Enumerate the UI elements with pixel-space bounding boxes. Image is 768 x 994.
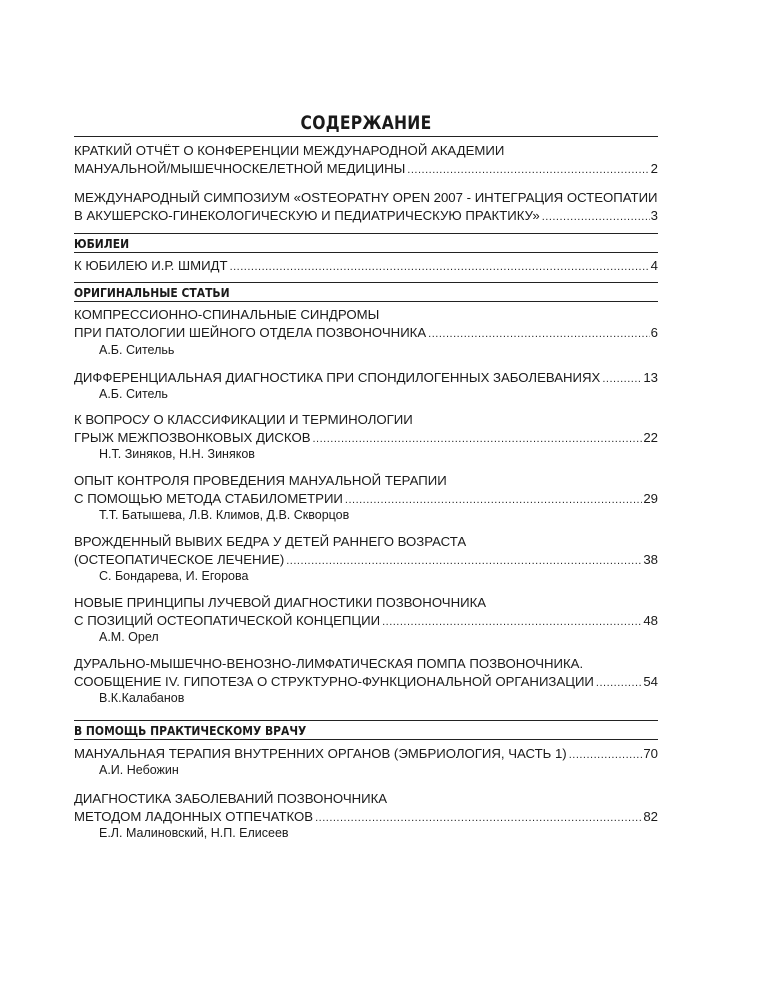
author-line: Е.Л. Малиновский, Н.П. Елисеев [99, 826, 289, 840]
toc-entry-line[interactable]: НОВЫЕ ПРИНЦИПЫ ЛУЧЕВОЙ ДИАГНОСТИКИ ПОЗВОНОЧНИКА [74, 595, 658, 611]
author-line: Н.Т. Зиняков, Н.Н. Зиняков [99, 447, 255, 461]
toc-entry-line[interactable]: МЕЖДУНАРОДНЫЙ СИМПОЗИУМ «OSTEOPATHY OPEN 2007 - ИНТЕГРАЦИЯ ОСТЕОПАТИИ [74, 190, 658, 206]
dot-leader [596, 675, 642, 690]
toc-entry-line[interactable]: С ПОМОЩЬЮ МЕТОДА СТАБИЛОМЕТРИИ ..... 29 [74, 491, 658, 507]
toc-entry-line[interactable]: КОМПРЕССИОННО-СПИНАЛЬНЫЕ СИНДРОМЫ [74, 307, 658, 323]
toc-entry-line[interactable]: ВРОЖДЕННЫЙ ВЫВИХ БЕДРА У ДЕТЕЙ РАННЕГО ВОЗРАСТА [74, 534, 658, 550]
toc-entry-line[interactable]: К ЮБИЛЕЮ И.Р. ШМИДТ ..... 4 [74, 258, 658, 274]
author-line: А.Б. Ситель [99, 387, 168, 401]
section-rule [74, 301, 658, 302]
dot-leader [230, 259, 650, 274]
author-line: А.И. Небожин [99, 763, 179, 777]
toc-entry-line[interactable]: СООБЩЕНИЕ IV. ГИПОТЕЗА О СТРУКТУРНО-ФУНКЦИОНАЛЬНОЙ ОРГАНИЗАЦИИ ..... 54 [74, 674, 658, 690]
section-heading: ЮБИЛЕИ [74, 236, 130, 251]
section-rule [74, 252, 658, 253]
toc-entry-line[interactable]: С ПОЗИЦИЙ ОСТЕОПАТИЧЕСКОЙ КОНЦЕПЦИИ ..... 48 [74, 613, 658, 629]
toc-entry-line[interactable]: ПРИ ПАТОЛОГИИ ШЕЙНОГО ОТДЕЛА ПОЗВОНОЧНИКА ..... 6 [74, 325, 658, 341]
toc-entry-line[interactable]: ОПЫТ КОНТРОЛЯ ПРОВЕДЕНИЯ МАНУАЛЬНОЙ ТЕРАПИИ [74, 473, 658, 489]
author-line: Т.Т. Батышева, Л.В. Климов, Д.В. Скворцов [99, 508, 350, 522]
dot-leader [428, 326, 649, 341]
dot-leader [345, 492, 642, 507]
author-line: А.М. Орел [99, 630, 159, 644]
toc-entry-line[interactable]: ДУРАЛЬНО-МЫШЕЧНО-ВЕНОЗНО-ЛИМФАТИЧЕСКАЯ ПОМПА ПОЗВОНОЧНИКА. [74, 656, 658, 672]
page-number: 70 [643, 746, 658, 761]
toc-entry-line[interactable]: ДИФФЕРЕНЦИАЛЬНАЯ ДИАГНОСТИКА ПРИ СПОНДИЛОГЕННЫХ ЗАБОЛЕВАНИЯХ ..... 13 [74, 370, 658, 386]
toc-entry-line[interactable]: ГРЫЖ МЕЖПОЗВОНКОВЫХ ДИСКОВ ..... 22 [74, 430, 658, 446]
title-rule [74, 136, 658, 137]
page-number: 38 [643, 552, 658, 567]
toc-entry-line[interactable]: К ВОПРОСУ О КЛАССИФИКАЦИИ И ТЕРМИНОЛОГИИ [74, 412, 658, 428]
page-number: 48 [643, 613, 658, 628]
dot-leader [286, 553, 642, 568]
toc-entry-line[interactable]: МАНУАЛЬНОЙ/МЫШЕЧНОСКЕЛЕТНОЙ МЕДИЦИНЫ ..... 2 [74, 161, 658, 177]
section-rule [74, 282, 658, 283]
dot-leader [542, 209, 650, 224]
section-heading: В ПОМОЩЬ ПРАКТИЧЕСКОМУ ВРАЧУ [74, 723, 307, 738]
toc-entry-line[interactable]: В АКУШЕРСКО-ГИНЕКОЛОГИЧЕСКУЮ И ПЕДИАТРИЧЕСКУЮ ПРАКТИКУ» ..... 3 [74, 208, 658, 224]
dot-leader [602, 371, 642, 386]
author-line: С. Бондарева, И. Егорова [99, 569, 249, 583]
page-number: 3 [650, 208, 658, 223]
page-number: 2 [650, 161, 658, 176]
toc-entry-line[interactable]: КРАТКИЙ ОТЧЁТ О КОНФЕРЕНЦИИ МЕЖДУНАРОДНОЙ АКАДЕМИИ [74, 143, 658, 159]
page-number: 54 [643, 674, 658, 689]
dot-leader [382, 614, 642, 629]
section-rule [74, 720, 658, 721]
dot-leader [315, 810, 642, 825]
section-heading: ОРИГИНАЛЬНЫЕ СТАТЬИ [74, 285, 230, 300]
author-line: В.К.Калабанов [99, 691, 185, 705]
dot-leader [569, 747, 643, 762]
section-rule [74, 739, 658, 740]
page-number: 13 [643, 370, 658, 385]
dot-leader [313, 431, 643, 446]
toc-entry-line[interactable]: (ОСТЕОПАТИЧЕСКОЕ ЛЕЧЕНИЕ) ..... 38 [74, 552, 658, 568]
dot-leader [407, 162, 649, 177]
page-number: 82 [643, 809, 658, 824]
page-number: 6 [650, 325, 658, 340]
section-rule [74, 233, 658, 234]
page-number: 22 [643, 430, 658, 445]
author-line: А.Б. Сительь [99, 343, 175, 357]
toc-entry-line[interactable]: МАНУАЛЬНАЯ ТЕРАПИЯ ВНУТРЕННИХ ОРГАНОВ (ЭМБРИОЛОГИЯ, ЧАСТЬ 1) ..... 70 [74, 746, 658, 762]
toc-entry-line[interactable]: ДИАГНОСТИКА ЗАБОЛЕВАНИЙ ПОЗВОНОЧНИКА [74, 791, 658, 807]
page-number: 4 [650, 258, 658, 273]
toc-entry-line[interactable]: МЕТОДОМ ЛАДОННЫХ ОТПЕЧАТКОВ ..... 82 [74, 809, 658, 825]
page-title: СОДЕРЖАНИЕ [300, 112, 432, 134]
page-number: 29 [643, 491, 658, 506]
